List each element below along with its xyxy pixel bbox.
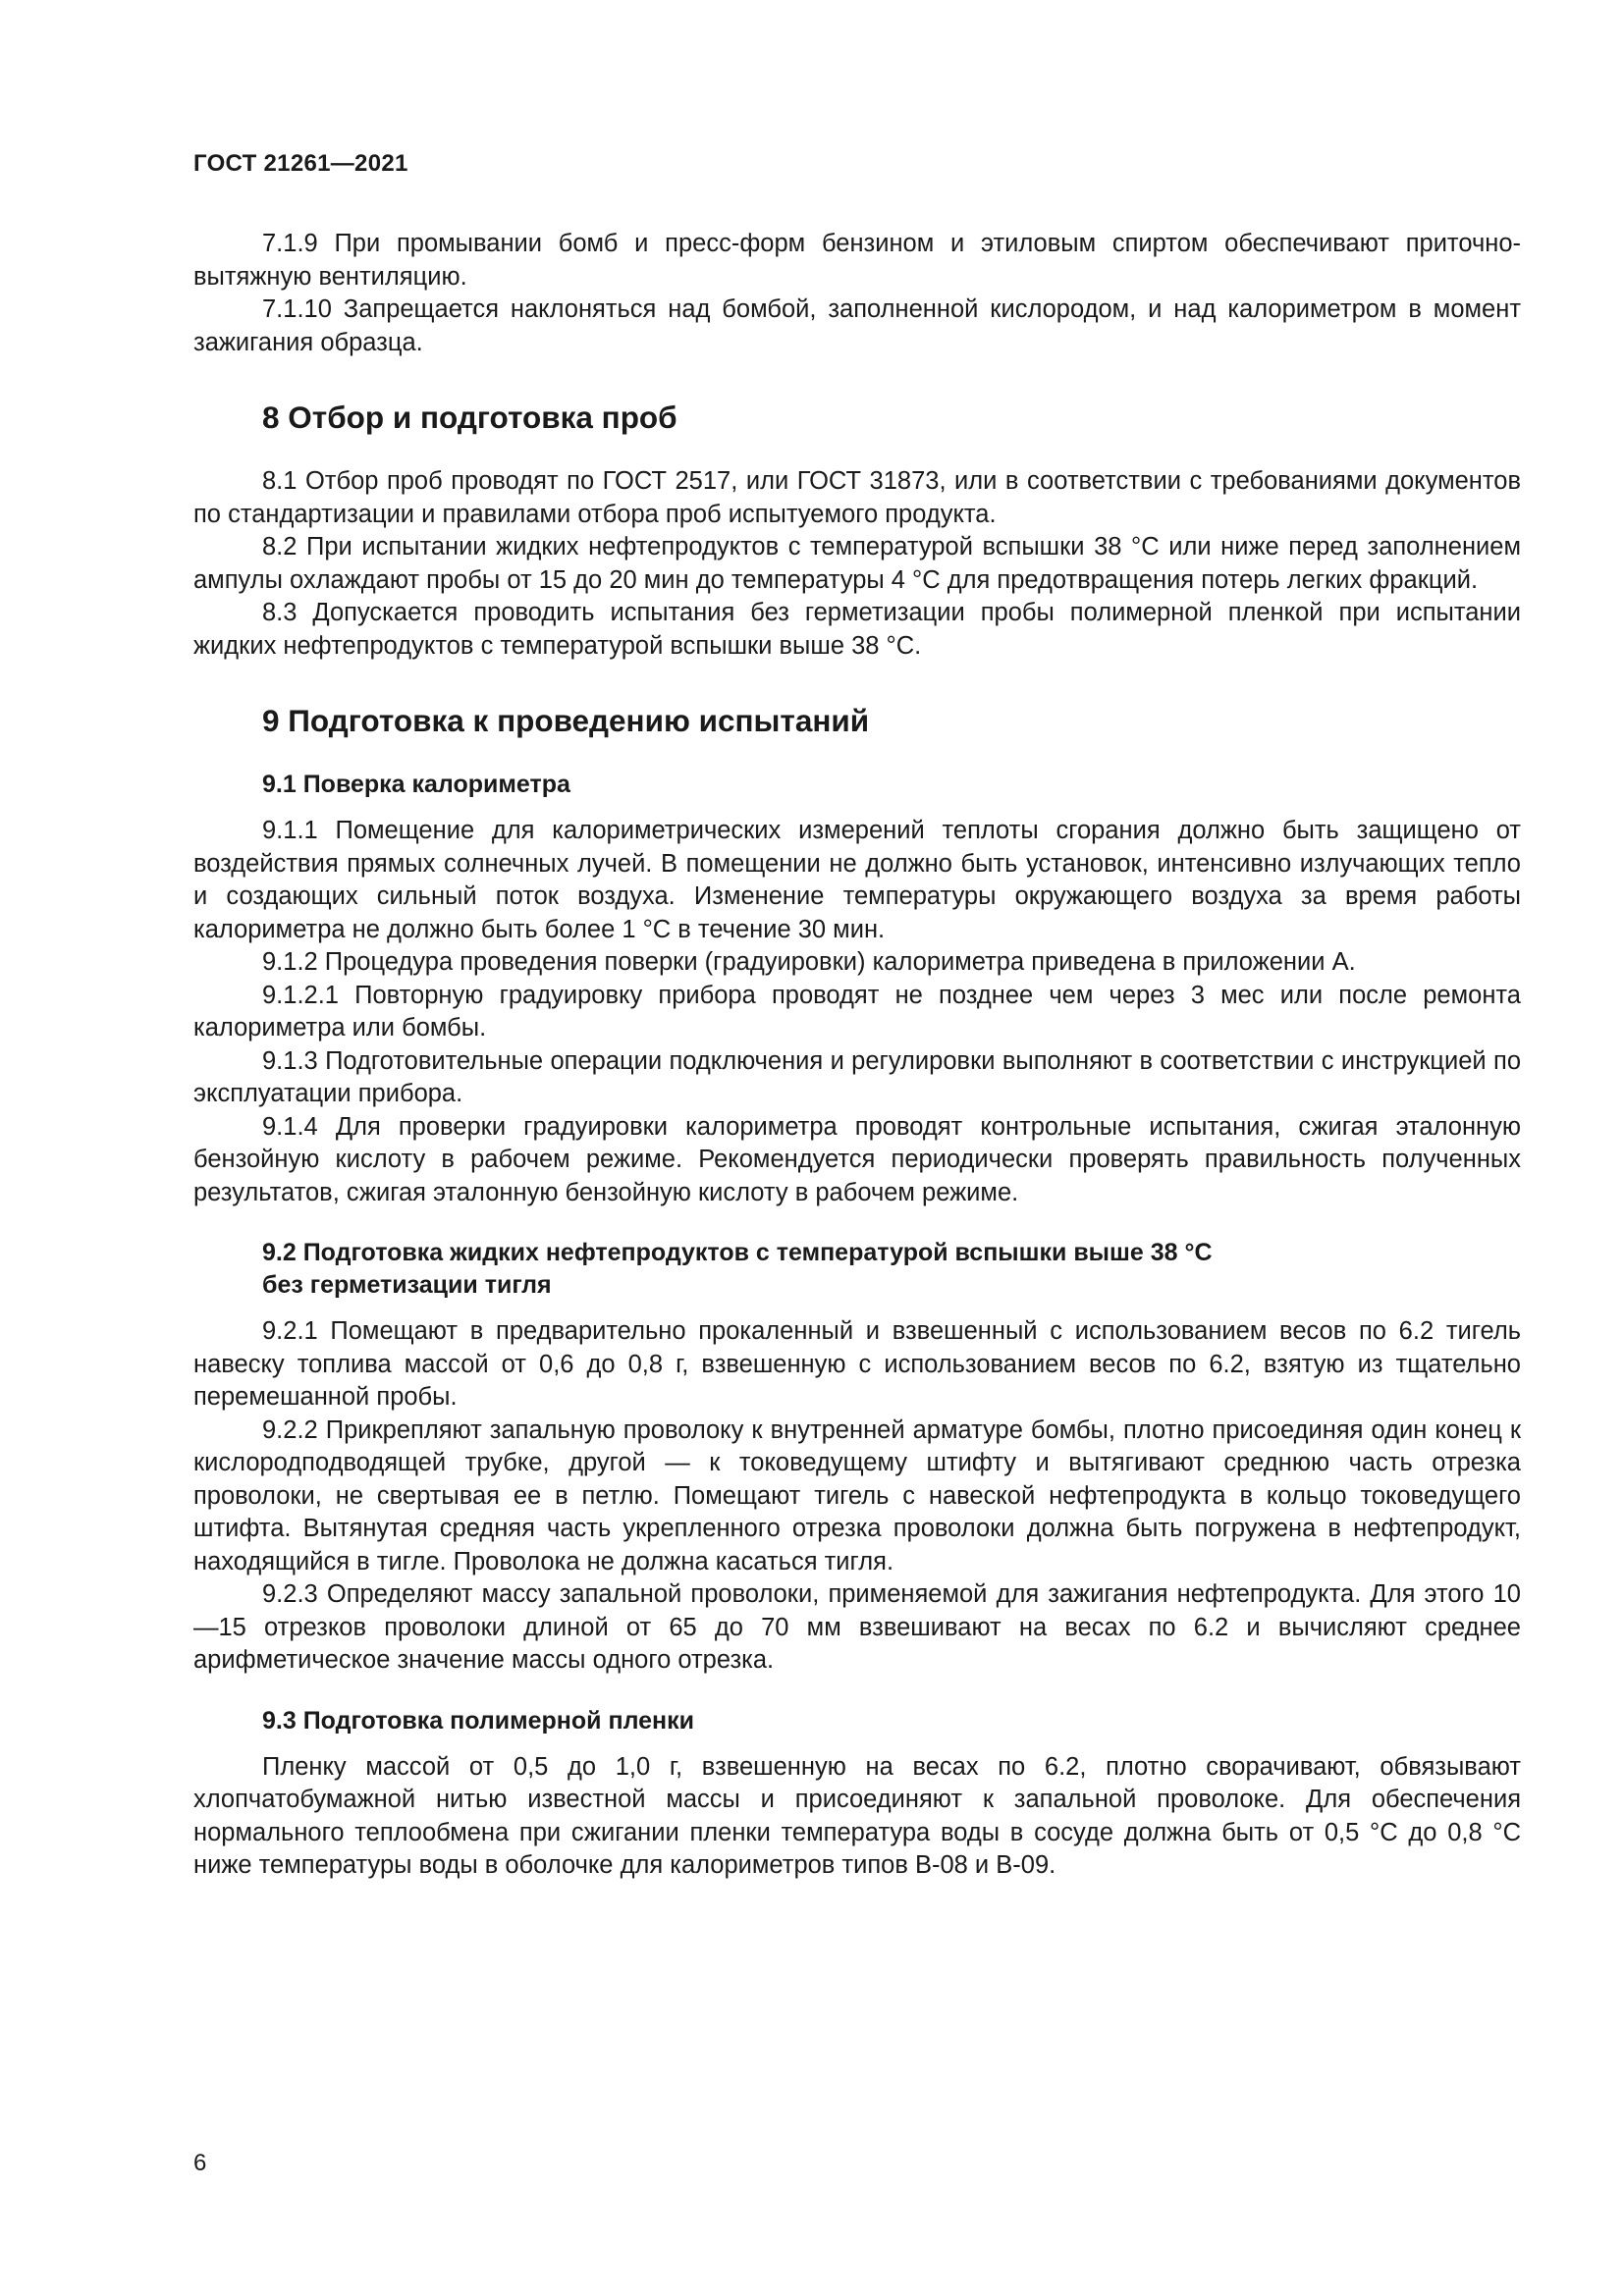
paragraph: 9.1.2 Процедура проведения поверки (градуировки) калориметра приведена в приложении А. — [262, 948, 1356, 976]
paragraph: 8.2 При испытании жидких нефтепродуктов с температурой вспышки 38 °С или ниже перед заполнением ампулы охлаждают пробы от 15 до 20 мин до температуры 4 °С для предотвращения потерь легких фракций. — [193, 533, 1521, 594]
subsection-heading: 9.1 Поверка калориметра — [262, 771, 570, 798]
paragraph: 7.1.9 При промывании бомб и пресс-форм бензином и этиловым спиртом обеспечивают приточно-вытяжную вентиляцию. — [193, 230, 1521, 291]
paragraph: 9.1.4 Для проверки градуировки калориметра проводят контрольные испытания, сжигая эталонную бензойную кислоту в рабочем режиме. Рекомендуется периодически проверять правильность полученных результатов, сжигая эталонную бензойную кислоту в рабочем режиме. — [193, 1112, 1521, 1206]
paragraph: 9.1.3 Подготовительные операции подключения и регулировки выполняют в соответствии с инструкцией по эксплуатации прибора. — [193, 1046, 1521, 1107]
paragraph: 7.1.10 Запрещается наклоняться над бомбой, заполненной кислородом, и над калориметром в момент зажигания образца. — [193, 295, 1521, 356]
subsection-heading: 9.2 Подготовка жидких нефтепродуктов с температурой вспышки выше 38 °С без герметизации тигля — [262, 1239, 1213, 1299]
section-heading: 8 Отбор и подготовка проб — [262, 400, 677, 435]
paragraph: Пленку массой от 0,5 до 1,0 г, взвешенную на весах по 6.2, плотно сворачивают, обвязывают хлопчатобумажной нитью известной массы и присоединяют к запальной проволоке. Для обеспечения нормального теплообмена при сжигании пленки температура воды в сосуде должна быть от 0,5 °С до 0,8 °С ниже температуры воды в оболочке для калориметров типов В-08 и В-09. — [193, 1752, 1521, 1879]
section-heading: 9 Подготовка к проведению испытаний — [262, 703, 870, 738]
paragraph: 9.2.1 Помещают в предварительно прокаленный и взвешенный с использованием весов по 6.2 тигель навеску топлива массой от 0,6 до 0,8 г, взвешенную с использованием весов по 6.2, взятую из тщательно перемешанной пробы. — [193, 1317, 1521, 1411]
document-body — [193, 228, 1521, 1883]
subsection-heading: 9.3 Подготовка полимерной пленки — [262, 1706, 695, 1735]
page-number: 6 — [193, 2150, 207, 2176]
paragraph: 9.1.1 Помещение для калориметрических измерений теплоты сгорания должно быть защищено от воздействия прямых солнечных лучей. В помещении не должно быть установок, интенсивно излучающих тепло и создающих сильный поток воздуха. Изменение температуры окружающего воздуха за время работы калориметра не должно быть более 1 °С в течение 30 мин. — [193, 817, 1521, 943]
paragraph: 8.3 Допускается проводить испытания без герметизации пробы полимерной пленкой при испытании жидких нефтепродуктов с температурой вспышки выше 38 °С. — [193, 599, 1521, 660]
paragraph: 9.1.2.1 Повторную градуировку прибора проводят не позднее чем через 3 мес или после ремонта калориметра или бомбы. — [193, 981, 1521, 1041]
paragraph: 9.2.3 Определяют массу запальной проволоки, применяемой для зажигания нефтепродукта. Для этого 10—15 отрезков проволоки длиной от 65 до 70 мм взвешивают на весах по 6.2 и вычисляют среднее арифметическое значение массы одного отрезка. — [193, 1580, 1521, 1674]
paragraph: 9.2.2 Прикрепляют запальную проволоку к внутренней арматуре бомбы, плотно присоединяя один конец к кислородподводящей трубке, другой — к токоведущему штифту и вытягивают среднюю часть отрезка проволоки, не свертывая ее в петлю. Помещают тигель с навеской нефтепродукта в кольцо токоведущего штифта. Вытянутая средняя часть укрепленного отрезка проволоки должна быть погружена в нефтепродукт, находящийся в тигле. Проволока не должна касаться тигля. — [193, 1415, 1521, 1575]
paragraph: 8.1 Отбор проб проводят по ГОСТ 2517, или ГОСТ 31873, или в соответствии с требованиями документов по стандартизации и правилами отбора проб испытуемого продукта. — [193, 467, 1521, 528]
document-header: ГОСТ 21261—2021 — [193, 150, 408, 177]
